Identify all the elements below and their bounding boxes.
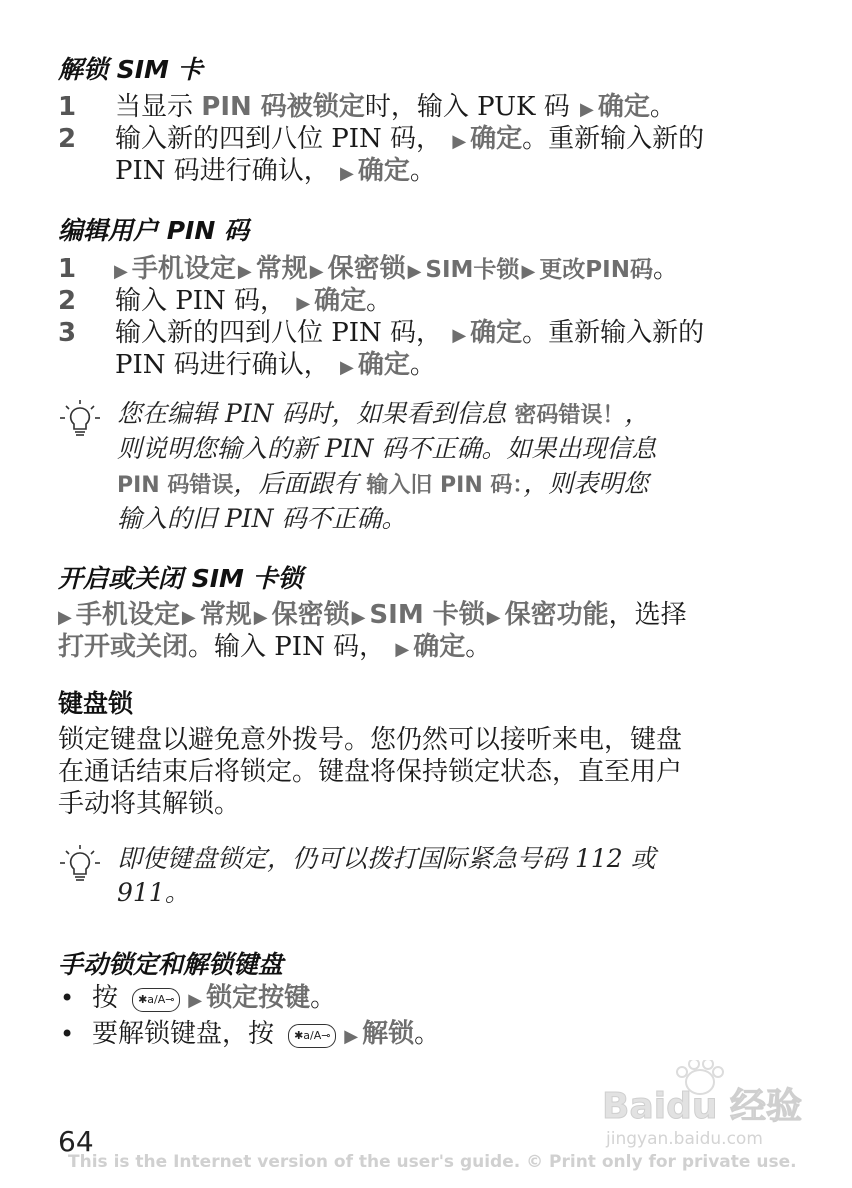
pin-blocked-label: PIN 码被锁定 — [201, 92, 365, 122]
arrow-icon: ▶ — [237, 261, 252, 282]
step-text: 输入新的四到八位 PIN 码， ▶ 确定。重新输入新的 — [115, 124, 705, 154]
arrow-icon: ▶ — [58, 607, 72, 628]
on-label: 打开 — [58, 632, 111, 662]
unlock-label: 解锁 — [362, 1019, 415, 1049]
arrow-icon: ▶ — [340, 163, 354, 184]
page-number: 64 — [58, 1125, 94, 1158]
body-text: 锁定键盘以避免意外拨号。您仍然可以接听来电，键盘 — [58, 725, 683, 755]
lightbulb-tip-icon — [56, 843, 104, 889]
arrow-icon: ▶ — [340, 357, 354, 378]
enter-old-pin-message: 输入旧 PIN 码： — [366, 473, 524, 498]
heading-keypad-lock: 键盘锁 — [58, 689, 134, 718]
baidu-watermark-logo — [600, 1060, 810, 1150]
off-label: 关闭 — [136, 632, 189, 662]
star-key-icon: ✱a/A⊸ — [288, 1024, 336, 1048]
star-key-icon: ✱a/A⊸ — [132, 988, 180, 1012]
step-text-continued: PIN 码进行确认， ▶ 确定。 — [115, 350, 436, 380]
tip-text: 则说明您输入的新 PIN 码不正确。如果出现信息 — [117, 434, 657, 463]
tip-text: 输入的旧 PIN 码不正确。 — [117, 504, 407, 533]
arrow-icon: ▶ — [309, 261, 324, 282]
bullet: • — [60, 984, 75, 1012]
bullet-text: 要解锁键盘，按 ✱a/A⊸ ▶ 解锁。 — [92, 1019, 441, 1049]
heading-sim-lock-toggle: 开启或关闭 SIM 卡锁 — [58, 564, 303, 593]
heading-edit-pin: 编辑用户 PIN 码 — [58, 216, 249, 245]
step-number: 1 — [58, 92, 77, 122]
ok-label: 确定 — [470, 124, 523, 154]
step-number: 2 — [58, 286, 77, 316]
heading-unlock-sim: 解锁 SIM 卡 — [58, 55, 203, 84]
step-text: 输入 PIN 码， ▶ 确定。 — [115, 286, 393, 316]
ok-label: 确定 — [470, 318, 523, 348]
tip-text: PIN 码错误，后面跟有 输入旧 PIN 码：，则表明您 — [117, 469, 649, 498]
arrow-icon: ▶ — [579, 99, 594, 120]
step-number: 3 — [58, 318, 77, 348]
body-text: 手动将其解锁。 — [58, 789, 241, 819]
arrow-icon: ▶ — [344, 1026, 359, 1047]
arrow-icon: ▶ — [452, 131, 467, 152]
wrong-pin-message: PIN 码错误 — [117, 473, 234, 498]
step-text: 输入新的四到八位 PIN 码， ▶ 确定。重新输入新的 — [115, 318, 705, 348]
arrow-icon: ▶ — [521, 261, 536, 282]
bullet: • — [60, 1020, 75, 1048]
step-number: 1 — [58, 254, 77, 284]
body-text: 在通话结束后将锁定。键盘将保持锁定状态，直至用户 — [58, 757, 683, 787]
step-text-continued: PIN 码进行确认， ▶ 确定。 — [115, 156, 436, 186]
footer-notice: This is the Internet version of the user's guide. © Print only for private use. — [68, 1152, 797, 1172]
ok-label: 确定 — [597, 92, 650, 122]
wrong-code-message: 密码错误！ — [514, 403, 625, 428]
step-text: 当显示 PIN 码被锁定时，输入 PUK 码 ▶ 确定。 — [115, 92, 676, 122]
svg-text:Baidu 经验: Baidu 经验 — [602, 1086, 803, 1127]
arrow-icon: ▶ — [452, 325, 467, 346]
arrow-icon: ▶ — [253, 607, 268, 628]
ok-label: 确定 — [357, 156, 410, 186]
step-number: 2 — [58, 124, 77, 154]
tip-text: 即使键盘锁定，仍可以拨打国际紧急号码 112 或 — [117, 844, 656, 873]
ok-label: 确定 — [357, 350, 410, 380]
menu-path: ▶ 手机设定 ▶ 常规 ▶ 保密锁 ▶ SIM 卡锁 ▶ 保密功能，选择 — [58, 600, 687, 630]
arrow-icon: ▶ — [351, 607, 366, 628]
lock-keys-label: 锁定按键 — [206, 983, 311, 1013]
arrow-icon: ▶ — [188, 990, 203, 1011]
ok-label: 确定 — [413, 632, 466, 662]
tip-text: 您在编辑 PIN 码时，如果看到信息 密码错误！， — [117, 399, 650, 428]
menu-path-continued: 打开或关闭。输入 PIN 码， ▶ 确定。 — [58, 632, 492, 662]
lightbulb-tip-icon — [56, 398, 104, 444]
ok-label: 确定 — [314, 286, 367, 316]
tip-text: 911。 — [117, 878, 190, 907]
arrow-icon: ▶ — [181, 607, 196, 628]
arrow-icon: ▶ — [296, 293, 311, 314]
bullet-text: 按 ✱a/A⊸ ▶ 锁定按键。 — [92, 983, 337, 1013]
svg-text:jingyan.baidu.com: jingyan.baidu.com — [606, 1129, 763, 1149]
menu-path: ▶ 手机设定 ▶ 常规 ▶ 保密锁 ▶ SIM卡锁 ▶ 更改PIN码。 — [114, 254, 679, 284]
arrow-icon: ▶ — [486, 607, 501, 628]
arrow-icon: ▶ — [395, 639, 410, 660]
arrow-icon: ▶ — [407, 261, 422, 282]
arrow-icon: ▶ — [114, 261, 128, 282]
heading-manual-lock: 手动锁定和解锁键盘 — [58, 950, 284, 979]
